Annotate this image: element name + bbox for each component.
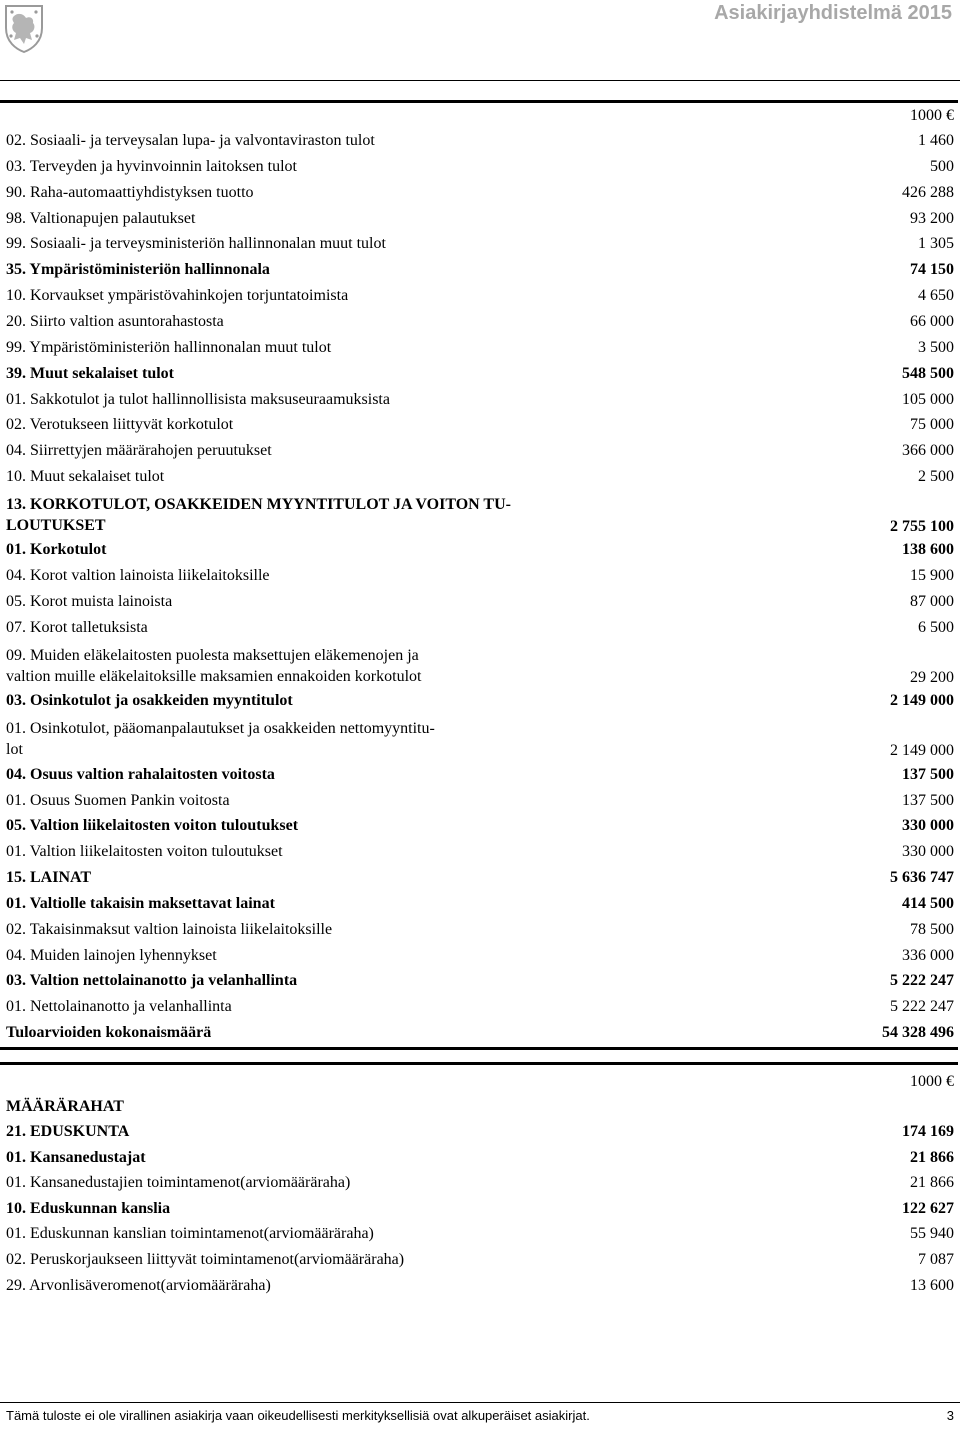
appropriations-heading-label: MÄÄRÄRAHAT bbox=[6, 1098, 124, 1115]
table-row bbox=[6, 1149, 956, 1167]
row-label-line: 98. Valtionapujen palautukset bbox=[6, 209, 196, 227]
row-value: 66 000 bbox=[910, 312, 954, 330]
row-label-line: 04. Siirrettyjen määrärahojen peruutukset bbox=[6, 442, 272, 460]
row-value: 122 627 bbox=[902, 1199, 954, 1217]
row-label bbox=[6, 132, 375, 150]
row-label bbox=[6, 339, 331, 357]
row-label-line: 13. KORKOTULOT, OSAKKEIDEN MYYNTITULOT JA VOITON TU- bbox=[6, 495, 511, 513]
table-row bbox=[6, 1277, 956, 1295]
row-label-line: 05. Korot muista lainoista bbox=[6, 593, 173, 611]
row-label-line: 01. Nettolainanotto ja velanhallinta bbox=[6, 998, 232, 1016]
table-row bbox=[6, 261, 956, 279]
row-label bbox=[6, 869, 91, 887]
row-label-line: 01. Valtiolle takaisin maksettavat lainat bbox=[6, 894, 275, 912]
row-label bbox=[6, 1200, 170, 1218]
table-row bbox=[6, 1251, 956, 1269]
row-value: 78 500 bbox=[910, 920, 954, 938]
row-value: 75 000 bbox=[910, 416, 954, 434]
row-label-line: Tuloarvioiden kokonaismäärä bbox=[6, 1024, 212, 1042]
row-label bbox=[6, 1024, 211, 1042]
row-value: 2 149 000 bbox=[890, 692, 954, 710]
row-label-line: 01. Korkotulot bbox=[6, 541, 107, 559]
row-label bbox=[6, 567, 270, 585]
table-row bbox=[6, 947, 956, 965]
row-value: 29 200 bbox=[910, 668, 954, 686]
row-value: 87 000 bbox=[910, 593, 954, 611]
row-label bbox=[6, 261, 270, 279]
row-label bbox=[6, 817, 298, 835]
table-row bbox=[6, 817, 956, 835]
row-label-line: 01. Kansanedustajien toimintamenot(arviomääräraha) bbox=[6, 1174, 351, 1192]
row-label-line: 01. Osuus Suomen Pankin voitosta bbox=[6, 791, 230, 809]
row-label-line: 02. Takaisinmaksut valtion lainoista liikelaitoksille bbox=[6, 920, 333, 938]
table-row bbox=[6, 792, 956, 810]
footer-divider bbox=[0, 1402, 960, 1403]
header-divider bbox=[0, 80, 960, 81]
table-row bbox=[6, 1225, 956, 1243]
row-value: 414 500 bbox=[902, 894, 954, 912]
table-row bbox=[6, 235, 956, 253]
row-label-line: 01. Sakkotulot ja tulot hallinnollisista maksuseuraamuksista bbox=[6, 390, 390, 408]
table-row bbox=[6, 692, 956, 710]
row-label-line: LOUTUKSET bbox=[6, 516, 106, 534]
table-row bbox=[6, 416, 956, 434]
row-value: 5 222 247 bbox=[890, 972, 954, 990]
row-label bbox=[6, 895, 275, 913]
row-label bbox=[6, 718, 435, 760]
appropriations-heading bbox=[6, 1098, 956, 1116]
row-label-line: 01. Osinkotulot, pääomanpalautukset ja osakkeiden nettomyyntitu- bbox=[6, 720, 435, 738]
row-label-line: 35. Ympäristöministeriön hallinnonala bbox=[6, 261, 270, 279]
row-label-line: 09. Muiden eläkelaitosten puolesta maksettujen eläkemenojen ja bbox=[6, 646, 419, 664]
row-value: 6 500 bbox=[918, 618, 954, 636]
row-label bbox=[6, 692, 293, 710]
table-row bbox=[6, 1174, 956, 1192]
row-label-line: lot bbox=[6, 741, 23, 759]
table-row bbox=[6, 468, 956, 486]
row-label-line: 07. Korot talletuksista bbox=[6, 618, 148, 636]
row-label bbox=[6, 1174, 350, 1192]
row-label bbox=[6, 947, 217, 965]
unit-label: 1000 € bbox=[910, 107, 954, 124]
row-label bbox=[6, 391, 390, 409]
row-label bbox=[6, 184, 254, 202]
row-value: 7 087 bbox=[918, 1251, 954, 1268]
row-value: 366 000 bbox=[902, 442, 954, 460]
row-label-line: 04. Korot valtion lainoista liikelaitoksille bbox=[6, 567, 270, 585]
table-row bbox=[6, 1200, 956, 1218]
row-value: 21 866 bbox=[910, 1148, 954, 1166]
row-value: 336 000 bbox=[902, 946, 954, 964]
footer bbox=[6, 1408, 956, 1423]
row-label bbox=[6, 1277, 271, 1295]
row-label-line: 10. Korvaukset ympäristövahinkojen torjuntatoimista bbox=[6, 287, 349, 305]
table-row bbox=[6, 593, 956, 611]
row-label bbox=[6, 158, 297, 176]
row-label bbox=[6, 494, 511, 536]
table-row bbox=[6, 210, 956, 228]
row-label bbox=[6, 416, 233, 434]
row-value: 21 866 bbox=[910, 1174, 954, 1192]
row-value: 5 636 747 bbox=[890, 869, 954, 887]
row-label-line: 02. Peruskorjaukseen liittyvät toimintamenot(arviomääräraha) bbox=[6, 1251, 405, 1268]
row-value: 13 600 bbox=[910, 1276, 954, 1294]
row-value: 2 149 000 bbox=[890, 742, 954, 760]
footer-note: Tämä tuloste ei ole virallinen asiakirja vaan oikeudellisesti merkityksellisiä ovat alkuperäiset asiakirjat. bbox=[6, 1408, 590, 1423]
table-row bbox=[6, 132, 956, 150]
row-label bbox=[6, 843, 283, 861]
row-label bbox=[6, 921, 332, 939]
row-value: 330 000 bbox=[902, 843, 954, 861]
row-label-line: 03. Osinkotulot ja osakkeiden myyntitulot bbox=[6, 692, 293, 710]
row-label-line: 03. Valtion nettolainanotto ja velanhallinta bbox=[6, 972, 298, 990]
row-label bbox=[6, 972, 297, 990]
row-value: 1 460 bbox=[918, 132, 954, 149]
row-label-line: 02. Sosiaali- ja terveysalan lupa- ja valvontaviraston tulot bbox=[6, 132, 375, 149]
row-label-line: 05. Valtion liikelaitosten voiton tuloutukset bbox=[6, 817, 299, 835]
coat-of-arms-logo bbox=[2, 2, 46, 54]
row-label-line: 10. Eduskunnan kanslia bbox=[6, 1199, 171, 1217]
row-value: 2 500 bbox=[918, 468, 954, 486]
table-row bbox=[6, 645, 956, 687]
table-row bbox=[6, 313, 956, 331]
row-label-line: 10. Muut sekalaiset tulot bbox=[6, 468, 165, 486]
row-label-line: 29. Arvonlisäveromenot(arviomääräraha) bbox=[6, 1276, 271, 1294]
table-row bbox=[6, 843, 956, 861]
row-label-line: 90. Raha-automaattiyhdistyksen tuotto bbox=[6, 183, 254, 201]
table-row bbox=[6, 494, 956, 536]
row-label-line: 21. EDUSKUNTA bbox=[6, 1123, 130, 1140]
row-label-line: 99. Sosiaali- ja terveysministeriön hallinnonalan muut tulot bbox=[6, 235, 386, 253]
row-value: 137 500 bbox=[902, 791, 954, 809]
row-label bbox=[6, 235, 386, 253]
row-value: 548 500 bbox=[902, 364, 954, 382]
row-label bbox=[6, 1149, 146, 1167]
row-value: 5 222 247 bbox=[890, 998, 954, 1016]
appropriations-unit-label: 1000 € bbox=[910, 1073, 954, 1090]
row-label-line: 04. Osuus valtion rahalaitosten voitosta bbox=[6, 765, 275, 783]
table-row bbox=[6, 184, 956, 202]
page-number: 3 bbox=[946, 1408, 954, 1423]
table-row bbox=[6, 998, 956, 1016]
row-value: 55 940 bbox=[910, 1225, 954, 1243]
row-value: 93 200 bbox=[910, 209, 954, 227]
row-value: 2 755 100 bbox=[890, 517, 954, 535]
table-row bbox=[6, 766, 956, 784]
table-row bbox=[6, 921, 956, 939]
row-value: 500 bbox=[930, 157, 954, 175]
row-value: 15 900 bbox=[910, 567, 954, 585]
table-row bbox=[6, 619, 956, 637]
row-label bbox=[6, 645, 421, 687]
total-rule bbox=[0, 1047, 958, 1050]
table-row bbox=[6, 442, 956, 460]
row-label bbox=[6, 1225, 374, 1243]
table-row bbox=[6, 287, 956, 305]
row-label bbox=[6, 792, 230, 810]
table-row bbox=[6, 365, 956, 383]
document-title: Asiakirjayhdistelmä 2015 bbox=[714, 2, 952, 24]
row-label bbox=[6, 619, 148, 637]
table-top-rule bbox=[0, 100, 958, 103]
row-label-line: valtion muille eläkelaitoksille maksamien ennakoiden korkotulot bbox=[6, 667, 422, 685]
table-row bbox=[6, 541, 956, 559]
row-value: 4 650 bbox=[918, 287, 954, 305]
row-label bbox=[6, 1123, 129, 1141]
row-label bbox=[6, 766, 275, 784]
row-label bbox=[6, 541, 106, 559]
row-value: 426 288 bbox=[902, 183, 954, 201]
table-row bbox=[6, 1123, 956, 1141]
table-row bbox=[6, 895, 956, 913]
row-value: 330 000 bbox=[902, 817, 954, 835]
row-label bbox=[6, 593, 172, 611]
row-label-line: 39. Muut sekalaiset tulot bbox=[6, 364, 174, 382]
row-value: 74 150 bbox=[910, 261, 954, 279]
row-label-line: 04. Muiden lainojen lyhennykset bbox=[6, 946, 217, 964]
table-row bbox=[6, 718, 956, 760]
appropriations-top-rule bbox=[0, 1062, 958, 1065]
row-label bbox=[6, 287, 348, 305]
row-value: 174 169 bbox=[902, 1123, 954, 1140]
row-label bbox=[6, 468, 164, 486]
row-value: 137 500 bbox=[902, 765, 954, 783]
row-label-line: 01. Valtion liikelaitosten voiton tuloutukset bbox=[6, 843, 283, 861]
row-label-line: 01. Kansanedustajat bbox=[6, 1148, 146, 1166]
table-row bbox=[6, 158, 956, 176]
row-label bbox=[6, 442, 272, 460]
row-label bbox=[6, 210, 195, 228]
row-value: 1 305 bbox=[918, 235, 954, 253]
row-label bbox=[6, 998, 232, 1016]
row-label-line: 01. Eduskunnan kanslian toimintamenot(arviomääräraha) bbox=[6, 1225, 374, 1243]
row-value: 138 600 bbox=[902, 541, 954, 559]
row-label bbox=[6, 313, 224, 331]
row-label-line: 03. Terveyden ja hyvinvoinnin laitoksen tulot bbox=[6, 157, 297, 175]
row-label bbox=[6, 1251, 404, 1269]
row-label-line: 15. LAINAT bbox=[6, 869, 92, 887]
table-row bbox=[6, 1024, 956, 1042]
row-value: 54 328 496 bbox=[882, 1024, 954, 1042]
table-row bbox=[6, 567, 956, 585]
table-row bbox=[6, 869, 956, 887]
row-label bbox=[6, 365, 174, 383]
row-label-line: 99. Ympäristöministeriön hallinnonalan muut tulot bbox=[6, 338, 332, 356]
row-value: 3 500 bbox=[918, 338, 954, 356]
table-row bbox=[6, 391, 956, 409]
table-row bbox=[6, 972, 956, 990]
row-label-line: 02. Verotukseen liittyvät korkotulot bbox=[6, 416, 234, 434]
table-row bbox=[6, 339, 956, 357]
row-value: 105 000 bbox=[902, 390, 954, 408]
row-label-line: 20. Siirto valtion asuntorahastosta bbox=[6, 312, 224, 330]
